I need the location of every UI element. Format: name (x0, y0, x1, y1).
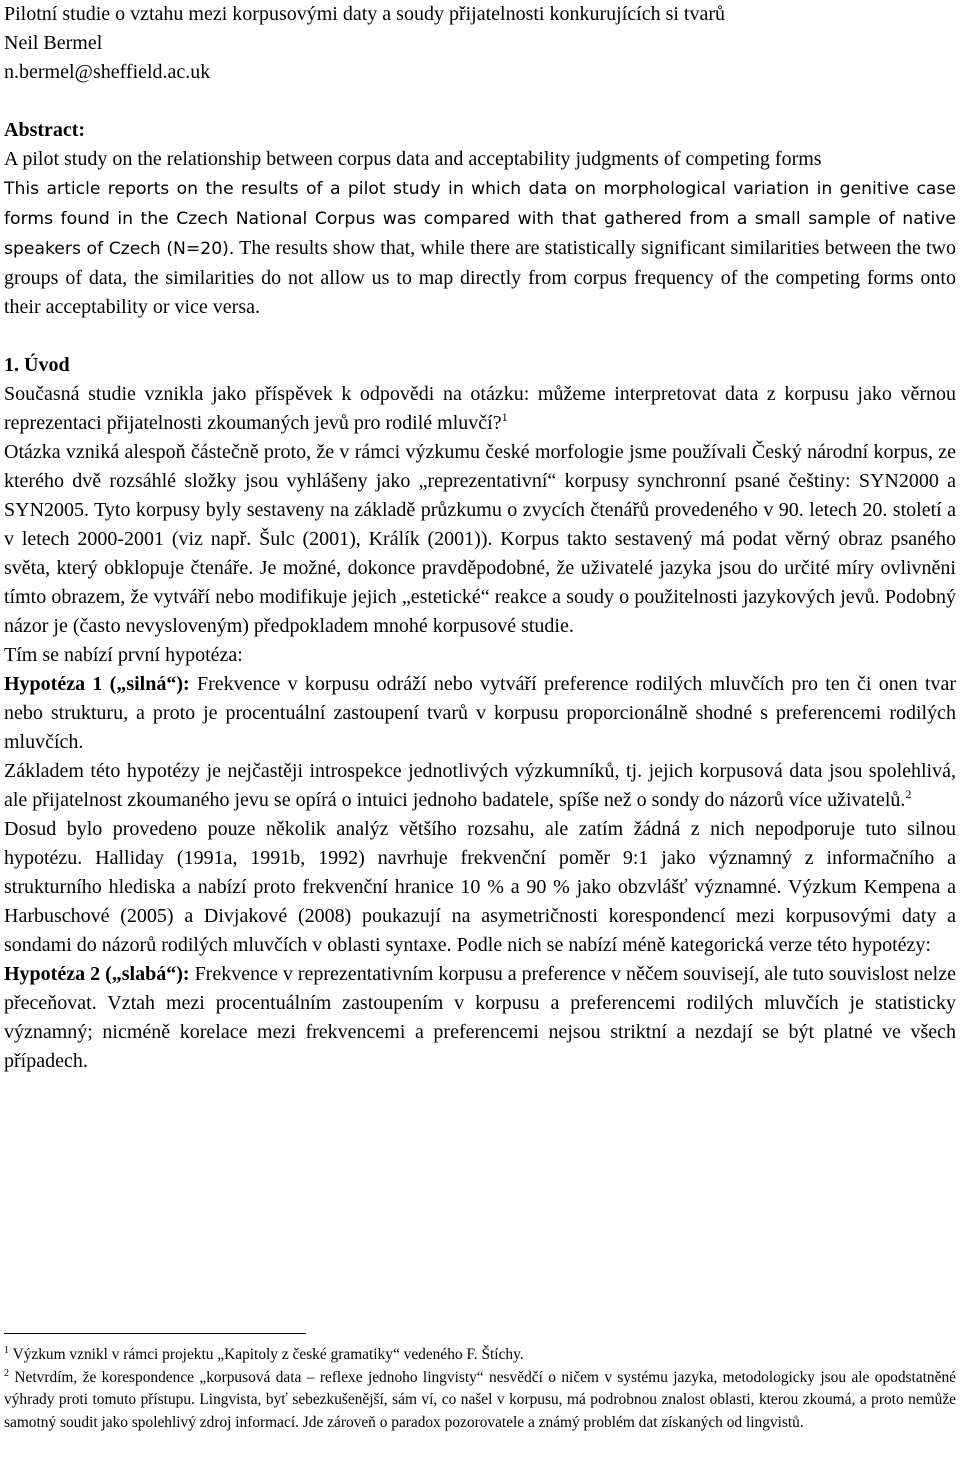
footnote-text: Netvrdím, že korespondence „korpusová data – reflexe jednoho lingvisty“ nesvědčí o ničem v systému jazyka, metodologicky jsou ale opodstatněné výhrady proti tomuto přístupu. Lingvista, byť sebezkušenější, sám ví, co našel v korpusu, má podrobnou znalost oblasti, kterou zkoumá, a proto nemůže samotný soudit jako spolehlivý zdroj informací. Jde zároveň o paradox pozorovatele a známý problém dat získaných od lingvistů. (4, 1368, 956, 1431)
author-name: Neil Bermel (4, 32, 103, 54)
footnote-2 (4, 1367, 956, 1435)
footnote-text: Výzkum vznikl v rámci projektu „Kapitoly z české gramatiky“ vedeného F. Štíchy. (12, 1346, 524, 1363)
footnote-number: 1 (4, 1345, 9, 1356)
hypothesis-1-label: Hypotéza 1 („silná“): (4, 673, 190, 695)
paragraph-2: Otázka vzniká alespoň částečně proto, že v rámci výzkumu české morfologie jsme používali Český národní korpus, ze kterého dvě rozsáhlé složky jsou vyhlášeny jako „reprezentativní“ korpusy synchronní psané češtiny: SYN2000 a SYN2005. Tyto korpusy byly sestaveny na základě průzkumu o zvycích čtenářů provedeného v 90. letech 20. století a v letech 2000-2001 (viz např. Šulc (2001), Králík (2001)). Korpus takto sestavený má podat věrný obraz psaného světa, který obklopuje čtenáře. Je možné, dokonce pravděpodobné, že uživatelé jazyka jsou do určité míry ovlivněni tímto obrazem, že vytváří nebo modifikuje jejich „estetické“ reakce a soudy o použitelnosti jazykových jevů. Podobný názor je (často nevysloveným) předpokladem mnohé korpusové studie. (4, 441, 956, 637)
paragraph-1 (4, 380, 956, 438)
paragraph-3 (4, 757, 956, 815)
abstract-body-serif: The results show that, while there are statistically significant similarities between the two groups of data, the similarities do not allow us to map directly from corpus frequency of the competing forms onto their acceptability or vice versa. (4, 237, 956, 318)
author-email[interactable]: n.bermel@sheffield.ac.uk (4, 61, 211, 83)
abstract-heading: Abstract: (4, 119, 86, 141)
hypothesis-1-text: Frekvence v korpusu odráží nebo vytváří preference rodilých mluvčích pro ten či onen tvar nebo strukturu, a proto je procentuální zastoupení tvarů v korpusu proporcionálně shodné s preferencemi rodilých mluvčích. (4, 673, 957, 753)
hypothesis-2-text: Frekvence v reprezentativním korpusu a preference v něčem souvisejí, ale tuto souvislost nelze přeceňovat. Vztah mezi procentuálním zastoupením v korpusu a preferencemi rodilých mluvčích je statisticky významný; nicméně korelace mezi frekvencemi a preferencemi nejsou striktní a nezdají se být platné ve všech případech. (4, 963, 956, 1072)
hypothesis-1 (4, 670, 956, 757)
paragraph-1-text: Současná studie vznikla jako příspěvek k odpovědi na otázku: můžeme interpretovat data z korpusu jako věrnou reprezentaci přijatelnosti zkoumaných jevů pro rodilé mluvčí? (4, 383, 956, 434)
paper-title: Pilotní studie o vztahu mezi korpusovými daty a soudy přijatelnosti konkurujících si tvarů (4, 3, 726, 25)
section-heading-uvod: 1. Úvod (4, 354, 70, 376)
hypothesis-2 (4, 960, 956, 1076)
abstract-english-title: A pilot study on the relationship between corpus data and acceptability judgments of competing forms (4, 148, 822, 170)
paragraph-3-text: Základem této hypotézy je nejčastěji introspekce jednotlivých výzkumníků, tj. jejich korpusová data jsou spolehlivá, ale přijatelnost zkoumaného jevu se opírá o intuici jednoho badatele, spíše než o sondy do názorů více uživatelů. (4, 760, 956, 811)
footnote-separator (4, 1333, 306, 1334)
hypothesis-1-intro: Tím se nabízí první hypotéza: (4, 644, 243, 666)
spacer (4, 322, 956, 351)
footnote-ref-2[interactable]: 2 (905, 787, 912, 801)
footnotes (4, 1344, 956, 1434)
document-page (4, 0, 956, 1076)
spacer (4, 87, 956, 116)
footnote-ref-1[interactable]: 1 (501, 410, 508, 424)
abstract-body (4, 174, 956, 322)
footnote-number: 2 (4, 1367, 9, 1379)
abstract-body-sans: This article reports on the results of a pilot study in which data on morphological variation in genitive case forms found in the Czech National Corpus was compared with that gathered from a small sample of native speakers of Czech (N=20). (4, 179, 956, 259)
footnote-1 (4, 1344, 956, 1367)
hypothesis-2-label: Hypotéza 2 („slabá“): (4, 963, 190, 985)
paragraph-4: Dosud bylo provedeno pouze několik analýz většího rozsahu, ale zatím žádná z nich nepodporuje tuto silnou hypotézu. Halliday (1991a, 1991b, 1992) navrhuje frekvenční poměr 9:1 jako významný z informačního a strukturního hlediska a nabízí proto frekvenční hranice 10 % a 90 % jako obzvlášť významné. Výzkum Kempena a Harbuschové (2005) a Divjakové (2008) poukazují na asymetričnosti korespondencí mezi korpusovými daty a sondami do názorů rodilých mluvčích v oblasti syntaxe. Podle nich se nabízí méně kategorická verze této hypotézy: (4, 818, 956, 956)
